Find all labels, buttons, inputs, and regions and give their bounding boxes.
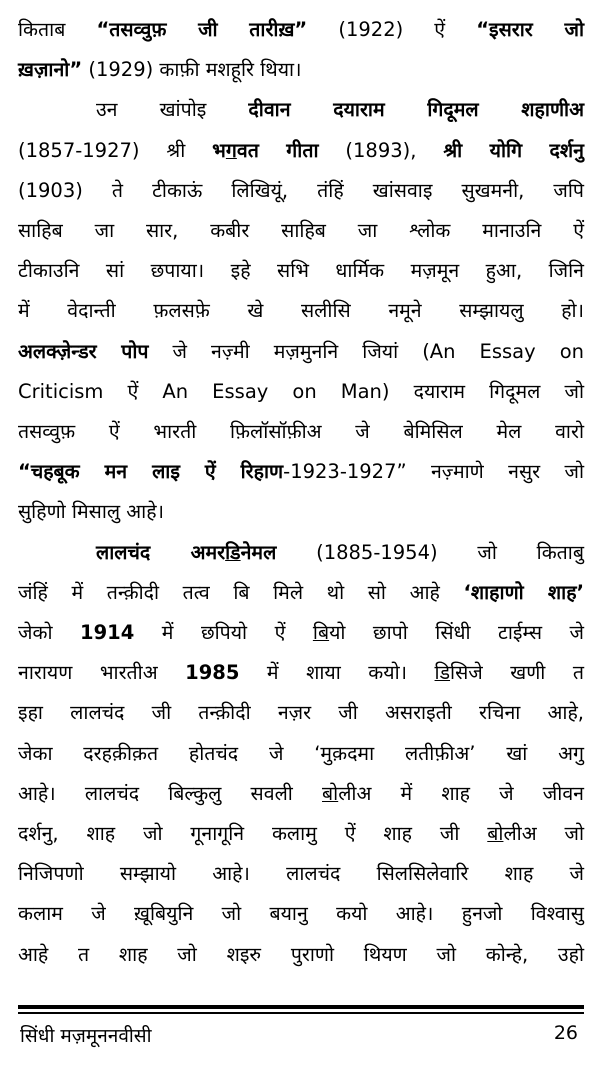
text-line: निजिपणो सम्झायो आहे। लालचंद सिलसिलेवारि शाह जे	[18, 862, 584, 886]
book-title-ref: ‘शाहाणो शाह’	[463, 580, 584, 604]
text-line: कलाम जे ख़ूबियुनि जो बयानु कयो आहे। हुनजो विश्वासु	[18, 902, 584, 926]
text-line: (1857-1927) श्री भगवत गीता (1893), श्री योगि दर्शनु	[18, 138, 584, 162]
text-line: सुहिणो मिसालु आहे।	[18, 500, 164, 524]
text-line: जंहिं में तन्क़ीदी तत्व बि मिले थो सो आहे ‘शाहाणो शाह’	[18, 580, 584, 604]
author-name: दीवान दयाराम गिदूमल शहाणीअ	[248, 98, 584, 122]
text-line: जेको 1914 में छपियो ऐं बियो छापो सिंधी टाईम्स जे	[18, 621, 584, 645]
author-name: अलक्ज़ेन्डर पोप	[18, 339, 149, 363]
text-line: टीकाउनि सां छपाया। इहे सभि धार्मिक मज़मून हुआ, जिनि	[18, 259, 584, 283]
text-line: किताब “तसव्वुफ़ जी तारीख़” (1922) ऐं “इसरार जो	[18, 18, 584, 41]
book-title-ref: “तसव्वुफ़ जी तारीख़”	[96, 18, 308, 41]
text-line: Criticism ऐं An Essay on Man) दयाराम गिदूमल जो	[18, 379, 584, 403]
text-line: अलक्ज़ेन्डर पोप जे नज़्मी मज़मुननि जियां (An Essay on	[18, 339, 584, 363]
text-line: ख़ज़ानो” (1929) काफ़ी मशहूरि थिया।	[18, 58, 302, 82]
footer-rule-thick	[18, 1005, 584, 1009]
text-line: नारायण भारतीअ 1985 में शाया कयो। डिसिजे खणी त	[18, 661, 584, 685]
running-footer-title: सिंधी मज़मूननवीसी	[20, 1025, 152, 1047]
text-line: उन खांपोइ दीवान दयाराम गिदूमल शहाणीअ	[96, 98, 584, 122]
book-title-ref: ख़ज़ानो”	[18, 58, 83, 82]
text-line: आहे। लालचंद बिल्कुलु सवली बोलीअ में शाह जे जीवन	[18, 781, 584, 805]
author-name: लालचंद अमर	[96, 540, 226, 564]
text-line: “चहबूक मन लाइ ऐं रिहाण-1923-1927” नज़्माणे नसुर जो	[18, 460, 585, 484]
text-line: आहे त शाह जो शइरु पुराणो थियण जो कोन्हे, उहो	[18, 942, 584, 966]
book-title-ref: श्री योगि दर्शनु	[443, 138, 584, 162]
text-line: इहा लालचंद जी तन्क़ीदी नज़र जी असराइती रचिना आहे,	[18, 701, 584, 725]
page-number: 26	[553, 1022, 578, 1044]
text-line: जेका दरहक़ीक़त होतचंद जे ‘मुक़दमा लतीफ़ीअ’ खां अगु	[18, 741, 584, 765]
body-text	[18, 10, 584, 975]
book-title-ref: “इसरार जो	[476, 18, 584, 41]
text-line: लालचंद अमरडिनेमल (1885-1954) जो किताबु	[96, 540, 584, 564]
text-line: तसव्वुफ़ ऐं भारती फ़िलॉसॉफ़ीअ जे बेमिसिल मेल वारो	[18, 420, 584, 444]
text-line: साहिब जा सार, कबीर साहिब जा श्लोक मानाउनि ऐं	[18, 219, 584, 243]
footer-rule-thin	[18, 1012, 584, 1014]
text-line: (1903) ते टीकाऊं लिखियूं, तंहिं खांसवाइ सुखमनी, जपि	[18, 178, 584, 202]
text-line: में वेदान्ती फ़लसफ़े खे सलीसि नमूने सम्झायलु हो।	[18, 299, 584, 323]
book-title-ref: “चहबूक मन लाइ ऐं रिहाण	[18, 460, 284, 484]
text-line: दर्शनु, शाह जो गूनागूनि कलामु ऐं शाह जी बोलीअ जो	[18, 822, 584, 846]
